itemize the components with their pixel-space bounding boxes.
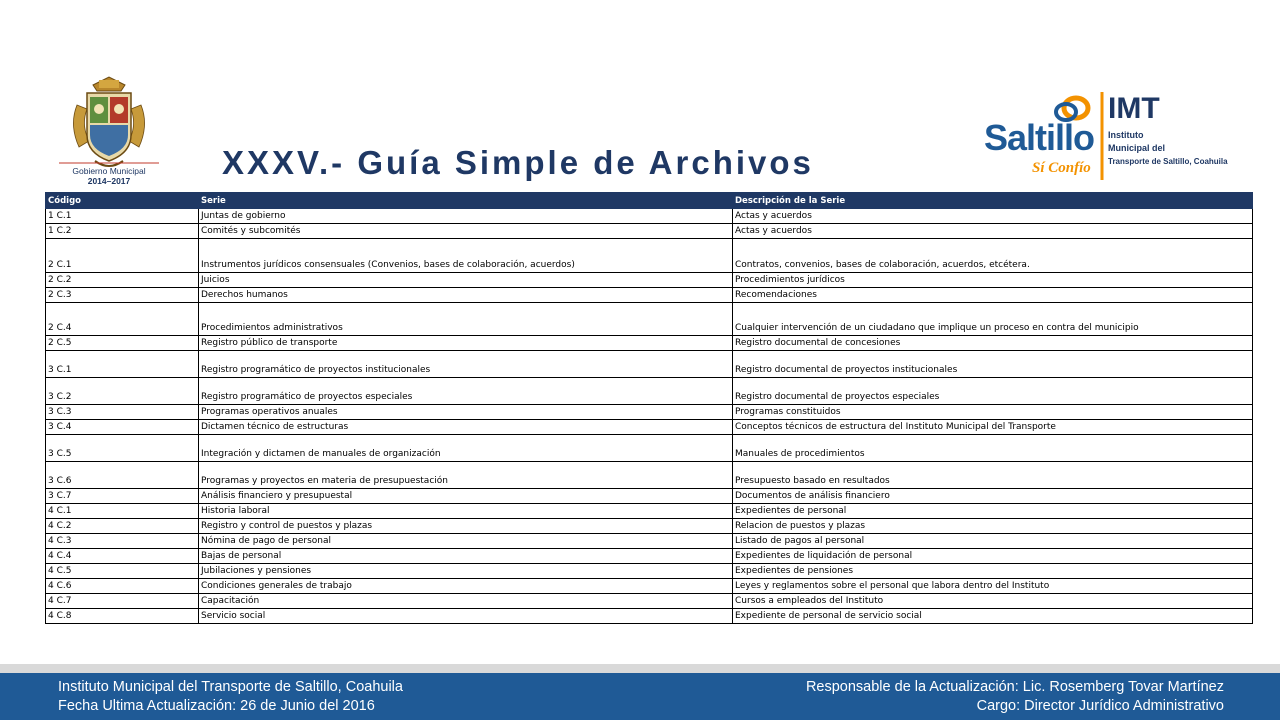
table-row [46,594,1253,609]
logo-text-line2: 2014–2017 [87,176,131,186]
table-row [46,462,1253,489]
cell-serie: Programas operativos anuales [199,405,733,420]
cell-serie: Instrumentos jurídicos consensuales (Convenios, bases de colaboración, acuerdos) [199,239,733,273]
cell-descripcion: Cursos a empleados del Instituto [733,594,1253,609]
footer-divider [0,664,1280,673]
cell-descripcion: Documentos de análisis financiero [733,489,1253,504]
cell-descripcion: Actas y acuerdos [733,209,1253,224]
page-title: XXXV.- Guía Simple de Archivos [222,144,814,181]
footer-institute: Instituto Municipal del Transporte de Saltillo, Coahuila [58,679,403,695]
cell-serie: Registro programático de proyectos institucionales [199,351,733,378]
logo-text-line1: Gobierno Municipal [72,166,146,176]
table-row [46,336,1253,351]
cell-codigo: 4 C.1 [46,504,199,519]
table-row [46,273,1253,288]
cell-descripcion: Contratos, convenios, bases de colaboración, acuerdos, etcétera. [733,239,1253,273]
cell-serie: Jubilaciones y pensiones [199,564,733,579]
cell-codigo: 2 C.2 [46,273,199,288]
cell-codigo: 4 C.7 [46,594,199,609]
header-serie: Serie [199,193,733,209]
table-row [46,564,1253,579]
cell-codigo: 3 C.5 [46,435,199,462]
cell-codigo: 2 C.4 [46,303,199,336]
archive-guide-table [45,192,1253,624]
saltillo-brand-text: Saltillo [984,117,1095,158]
footer-position: Cargo: Director Jurídico Administrativo [976,698,1224,714]
cell-serie: Capacitación [199,594,733,609]
table-row [46,405,1253,420]
cell-serie: Comités y subcomités [199,224,733,239]
cell-codigo: 1 C.2 [46,224,199,239]
table-row [46,303,1253,336]
table-row [46,519,1253,534]
table-row [46,489,1253,504]
cell-descripcion: Expedientes de personal [733,504,1253,519]
table-row [46,549,1253,564]
cell-descripcion: Cualquier intervención de un ciudadano que implique un proceso en contra del municipio [733,303,1253,336]
table-row [46,420,1253,435]
imt-acronym-text: IMT [1108,92,1160,125]
cell-serie: Procedimientos administrativos [199,303,733,336]
cell-descripcion: Expedientes de pensiones [733,564,1253,579]
cell-serie: Nómina de pago de personal [199,534,733,549]
cell-serie: Juicios [199,273,733,288]
cell-serie: Condiciones generales de trabajo [199,579,733,594]
cell-serie: Integración y dictamen de manuales de organización [199,435,733,462]
cell-serie: Dictamen técnico de estructuras [199,420,733,435]
cell-serie: Derechos humanos [199,288,733,303]
cell-descripcion: Procedimientos jurídicos [733,273,1253,288]
table-row [46,209,1253,224]
gobierno-municipal-logo [55,75,163,187]
cell-codigo: 3 C.6 [46,462,199,489]
cell-codigo: 4 C.2 [46,519,199,534]
table-row [46,504,1253,519]
cell-codigo: 2 C.5 [46,336,199,351]
cell-codigo: 4 C.6 [46,579,199,594]
cell-codigo: 3 C.4 [46,420,199,435]
header-descripcion: Descripción de la Serie [733,193,1253,209]
table-row [46,288,1253,303]
cell-descripcion: Leyes y reglamentos sobre el personal que labora dentro del Instituto [733,579,1253,594]
cell-descripcion: Listado de pagos al personal [733,534,1253,549]
cell-codigo: 3 C.1 [46,351,199,378]
table-header-row [46,193,1253,209]
cell-serie: Registro programático de proyectos especiales [199,378,733,405]
cell-codigo: 2 C.3 [46,288,199,303]
header-codigo: Código [46,193,199,209]
cell-descripcion: Registro documental de concesiones [733,336,1253,351]
cell-serie: Juntas de gobierno [199,209,733,224]
cell-codigo: 1 C.1 [46,209,199,224]
cell-descripcion: Manuales de procedimientos [733,435,1253,462]
cell-descripcion: Recomendaciones [733,288,1253,303]
cell-serie: Registro y control de puestos y plazas [199,519,733,534]
cell-serie: Programas y proyectos en materia de presupuestación [199,462,733,489]
table-row [46,609,1253,624]
table-row [46,239,1253,273]
cell-codigo: 3 C.2 [46,378,199,405]
cell-codigo: 4 C.4 [46,549,199,564]
cell-codigo: 3 C.7 [46,489,199,504]
footer-update-date: Fecha Ultima Actualización: 26 de Junio del 2016 [58,698,375,714]
imt-line1: Instituto [1108,130,1144,140]
cell-descripcion: Expedientes de liquidación de personal [733,549,1253,564]
table-row [46,534,1253,549]
table-row [46,435,1253,462]
footer-responsible: Responsable de la Actualización: Lic. Rosemberg Tovar Martínez [805,679,1224,695]
coat-of-arms-icon [73,77,144,166]
cell-descripcion: Expediente de personal de servicio social [733,609,1253,624]
cell-serie: Análisis financiero y presupuestal [199,489,733,504]
cell-codigo: 4 C.3 [46,534,199,549]
footer-bar [0,673,1280,720]
imt-line2: Municipal del [1108,143,1166,153]
cell-descripcion: Actas y acuerdos [733,224,1253,239]
saltillo-imt-logo [984,88,1234,184]
cell-serie: Servicio social [199,609,733,624]
table-row [46,224,1253,239]
cell-descripcion: Conceptos técnicos de estructura del Instituto Municipal del Transporte [733,420,1253,435]
table-row [46,378,1253,405]
cell-serie: Historia laboral [199,504,733,519]
cell-codigo: 4 C.8 [46,609,199,624]
cell-descripcion: Programas constituidos [733,405,1253,420]
cell-descripcion: Registro documental de proyectos especiales [733,378,1253,405]
saltillo-slogan-text: Sí Confío [1032,160,1091,176]
cell-codigo: 3 C.3 [46,405,199,420]
imt-line3: Transporte de Saltillo, Coahuila [1108,157,1228,166]
cell-serie: Registro público de transporte [199,336,733,351]
cell-serie: Bajas de personal [199,549,733,564]
table-row [46,579,1253,594]
cell-descripcion: Relacion de puestos y plazas [733,519,1253,534]
table-row [46,351,1253,378]
cell-codigo: 2 C.1 [46,239,199,273]
cell-codigo: 4 C.5 [46,564,199,579]
cell-descripcion: Presupuesto basado en resultados [733,462,1253,489]
cell-descripcion: Registro documental de proyectos institucionales [733,351,1253,378]
